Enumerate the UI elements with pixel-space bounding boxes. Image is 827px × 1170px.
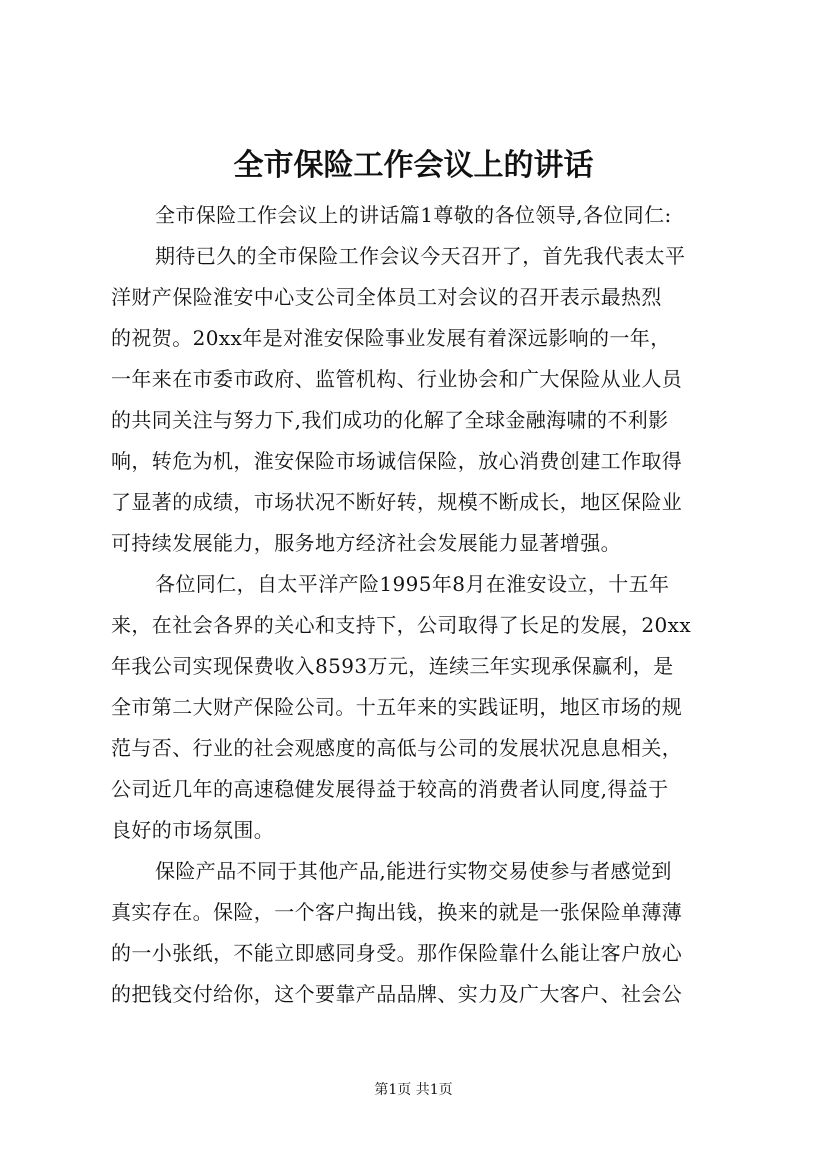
text-line: 全市保险工作会议上的讲话篇1尊敬的各位领导,各位同仁: xyxy=(155,203,672,227)
text-line: 洋财产保险淮安中心支公司全体员工对会议的召开表示最热烈 xyxy=(111,285,662,309)
text-line: 良好的市场氛围。 xyxy=(111,818,275,842)
text-line: 全市第二大财产保险公司。十五年来的实践证明，地区市场的规 xyxy=(111,695,683,719)
page-footer: 第1页 共1页 xyxy=(374,1082,453,1098)
text-line: 了显著的成绩，市场状况不断好转，规模不断成长，地区保险业 xyxy=(111,490,683,514)
text-line: 一年来在市委市政府、监管机构、行业协会和广大保险从业人员 xyxy=(111,367,683,391)
text-line: 范与否、行业的社会观感度的高低与公司的发展状况息息相关， xyxy=(111,736,683,760)
text-line: 期待已久的全市保险工作会议今天召开了，首先我代表太平 xyxy=(155,244,686,268)
text-line: 来，在社会各界的关心和支持下，公司取得了长足的发展，20xx xyxy=(111,613,692,637)
text-line: 的祝贺。20xx年是对淮安保险事业发展有着深远影响的一年， xyxy=(111,326,671,350)
document-body xyxy=(111,195,723,1015)
text-line: 的把钱交付给你，这个要靠产品品牌、实力及广大客户、社会公 xyxy=(111,982,683,1006)
document-title: 全市保险工作会议上的讲话 xyxy=(233,148,594,183)
text-line: 各位同仁，自太平洋产险1995年8月在淮安设立，十五年 xyxy=(155,572,670,596)
text-line: 保险产品不同于其他产品,能进行实物交易使参与者感觉到 xyxy=(155,859,672,883)
text-line: 的共同关注与努力下,我们成功的化解了全球金融海啸的不利影 xyxy=(111,408,669,432)
text-line: 年我公司实现保费收入8593万元，连续三年实现承保赢利，是 xyxy=(111,654,674,678)
text-line: 的一小张纸，不能立即感同身受。那作保险靠什么能让客户放心 xyxy=(111,941,683,965)
text-line: 可持续发展能力，服务地方经济社会发展能力显著增强。 xyxy=(111,531,621,555)
text-line: 真实存在。保险，一个客户掏出钱，换来的就是一张保险单薄薄 xyxy=(111,900,683,924)
text-line: 响，转危为机，淮安保险市场诚信保险，放心消费创建工作取得 xyxy=(111,449,683,473)
text-line: 公司近几年的高速稳健发展得益于较高的消费者认同度,得益于 xyxy=(111,777,669,801)
